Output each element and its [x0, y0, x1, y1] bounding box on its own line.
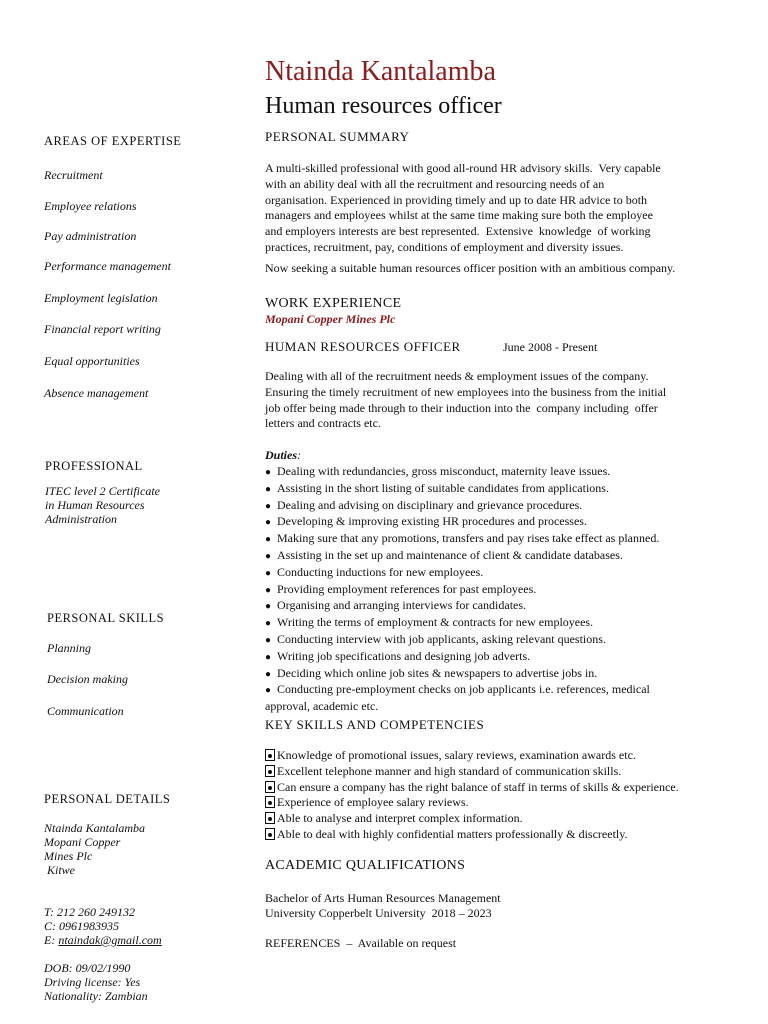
list-item: Knowledge of promotional issues, salary reviews, examination awards etc. [265, 748, 679, 764]
list-item: Experience of employee salary reviews. [265, 795, 679, 811]
list-item: ● Assisting in the set up and maintenance of client & candidate databases. [265, 548, 659, 565]
skill-item: Decision making [47, 672, 128, 686]
list-item: ● Assisting in the short listing of suitable candidates from applications. [265, 481, 659, 498]
academic-details [265, 891, 725, 920]
expertise-item: Financial report writing [44, 322, 161, 336]
list-item: Able to analyse and interpret complex information. [265, 811, 679, 827]
expertise-item: Equal opportunities [44, 354, 140, 368]
list-item: ● Conducting pre-employment checks on job applicants i.e. references, medical [265, 682, 659, 699]
expertise-item: Performance management [44, 259, 171, 273]
work-heading: WORK EXPERIENCE [265, 296, 402, 311]
skills-heading: PERSONAL SKILLS [47, 611, 165, 625]
list-item: ● Writing job specifications and designing job adverts. [265, 649, 659, 666]
bullet-icon: ● [265, 567, 272, 579]
expertise-item: Employment legislation [44, 291, 158, 305]
bullet-icon: ● [265, 651, 272, 663]
email-row: E: ntaindak@gmail.com [44, 933, 162, 947]
skill-item: Planning [47, 641, 91, 655]
bullet-icon: ● [265, 668, 272, 680]
skill-item: Communication [47, 704, 124, 718]
list-item: Can ensure a company has the right balance of staff in terms of skills & experience. [265, 780, 679, 796]
bullet-icon: ● [265, 618, 272, 630]
key-skills-list [265, 748, 679, 843]
professional-certificate: ITEC level 2 Certificate in Human Resources Administration [45, 484, 160, 526]
university-text: University Copperbelt University 2018 – 2023 [265, 905, 492, 920]
candidate-name: Ntainda Kantalamba [265, 56, 496, 87]
list-item: ● Deciding which online job sites & newspapers to advertise jobs in. [265, 666, 659, 683]
bullet-icon [265, 781, 275, 793]
bullet-icon [265, 796, 275, 808]
list-item: ● Organising and arranging interviews for candidates. [265, 598, 659, 615]
degree-text: Bachelor of Arts Human Resources Management [265, 891, 501, 905]
bullet-icon: ● [265, 584, 272, 596]
employment-dates: June 2008 - Present [503, 340, 598, 354]
company-name: Mopani Copper Mines Plc [265, 312, 396, 326]
bullet-icon: ● [265, 634, 272, 646]
duties-list [265, 464, 659, 715]
list-item-continuation: approval, academic etc. [265, 699, 379, 714]
list-item: ● Dealing with redundancies, gross misconduct, maternity leave issues. [265, 464, 659, 481]
list-item: ● Conducting inductions for new employees. [265, 565, 659, 582]
cell-text: C: 0961983935 [44, 919, 119, 933]
personal-info-block [44, 961, 148, 1003]
expertise-item: Absence management [44, 386, 149, 400]
list-item: ● Dealing and advising on disciplinary and grievance procedures. [265, 498, 659, 515]
summary-heading: PERSONAL SUMMARY [265, 129, 410, 144]
email-link[interactable]: ntaindak@gmail.com [58, 933, 162, 947]
bullet-icon: ● [265, 534, 272, 546]
bullet-icon: ● [265, 517, 272, 529]
bullet-icon: ● [265, 601, 272, 613]
dob-text: DOB: 09/02/1990 [44, 961, 131, 975]
contact-block [44, 905, 162, 947]
key-skills-heading: KEY SKILLS AND COMPETENCIES [265, 717, 485, 732]
bullet-icon: ● [265, 685, 272, 697]
address-block: Ntainda Kantalamba Mopani Copper Mines Plc Kitwe [44, 821, 146, 877]
summary-paragraph: A multi-skilled professional with good all-round HR advisory skills. Very capable with an ability deal with all the recruitment and resourcing needs of an organisation. Experienced in providing timely and up to date HR advice to both managers and employees whilst at the same time making sure both the employee and employers interests are best represented. Extensive knowledge of working practices, recruitment, pay, conditions of employment and diversity issues. [265, 161, 661, 254]
bullet-icon: ● [265, 550, 272, 562]
list-item: ● Writing the terms of employment & contracts for new employees. [265, 615, 659, 632]
expertise-item: Pay administration [44, 229, 137, 243]
list-item: ● Making sure that any promotions, transfers and pay rises take effect as planned. [265, 531, 659, 548]
professional-heading: PROFESSIONAL [45, 459, 143, 473]
expertise-item: Employee relations [44, 199, 137, 213]
duties-heading: Duties: [265, 448, 302, 462]
bullet-icon [265, 828, 275, 840]
license-text: Driving license: Yes [44, 975, 141, 989]
nationality-text: Nationality: Zambian [44, 989, 148, 1003]
bullet-icon: ● [265, 500, 272, 512]
job-title: Human resources officer [265, 93, 502, 119]
references-text: REFERENCES – Available on request [265, 936, 457, 950]
list-item: ● Providing employment references for past employees. [265, 582, 659, 599]
details-heading: PERSONAL DETAILS [44, 792, 171, 806]
bullet-icon [265, 812, 275, 824]
work-description: Dealing with all of the recruitment needs & employment issues of the company. Ensuring the timely recruitment of new employees into the business from the initial job offer being made through to their induction into the company including offer letters and contracts etc. [265, 369, 667, 431]
bullet-icon: ● [265, 483, 272, 495]
list-item: Excellent telephone manner and high standard of communication skills. [265, 764, 679, 780]
position-title: HUMAN RESOURCES OFFICER [265, 339, 461, 354]
expertise-item: Recruitment [44, 168, 103, 182]
seeking-statement: Now seeking a suitable human resources officer position with an ambitious company. [265, 261, 676, 275]
bullet-icon [265, 749, 275, 761]
list-item: ● Conducting interview with job applicants, asking relevant questions. [265, 632, 659, 649]
list-item: ● Developing & improving existing HR procedures and processes. [265, 514, 659, 531]
phone-text: T: 212 260 249132 [44, 905, 136, 919]
bullet-icon [265, 765, 275, 777]
bullet-icon: ● [265, 467, 272, 478]
expertise-heading: AREAS OF EXPERTISE [44, 134, 182, 148]
list-item: Able to deal with highly confidential matters professionally & discreetly. [265, 827, 679, 843]
academic-heading: ACADEMIC QUALIFICATIONS [265, 858, 466, 873]
